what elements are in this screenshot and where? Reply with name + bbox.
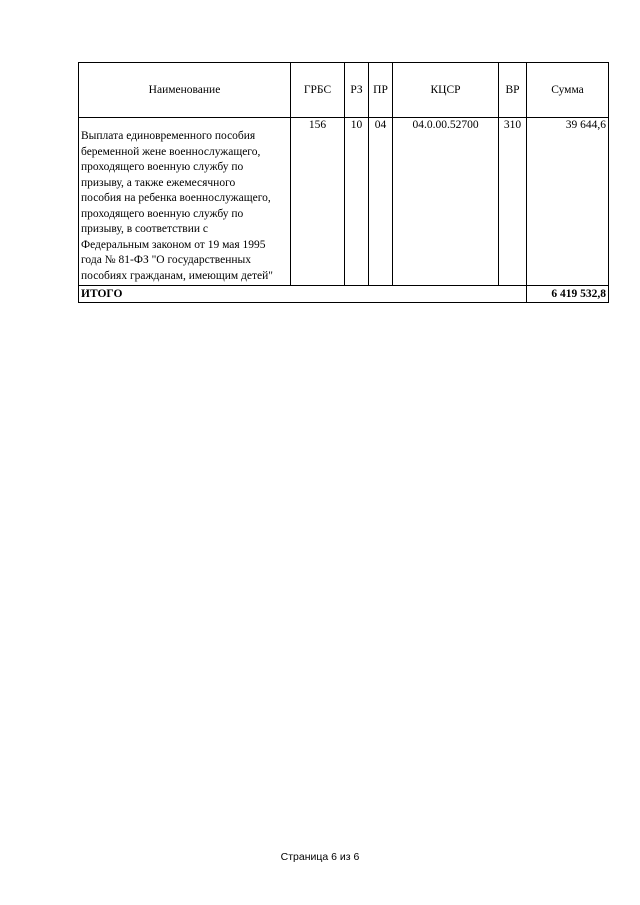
- header-vr: ВР: [499, 63, 527, 118]
- row-name-text: [81, 129, 288, 284]
- row-kcsr-cell: 04.0.00.52700: [393, 118, 499, 286]
- row-name-line: призыву, а также ежемесячного: [81, 176, 236, 189]
- header-grbs: ГРБС: [291, 63, 345, 118]
- row-sum-cell: 39 644,6: [527, 118, 609, 286]
- row-rz-cell: 10: [345, 118, 369, 286]
- total-row: [79, 286, 609, 303]
- header-kcsr: КЦСР: [393, 63, 499, 118]
- header-pr: ПР: [369, 63, 393, 118]
- row-name-cell: [79, 118, 291, 286]
- row-name-line: пособия на ребенка военнослужащего,: [81, 192, 271, 204]
- row-name-line: проходящего военную службу по: [81, 161, 244, 173]
- row-name-line: года № 81-ФЗ "О государственных: [81, 254, 251, 266]
- total-label: ИТОГО: [79, 286, 527, 303]
- row-vr-cell: 310: [499, 118, 527, 286]
- header-rz: РЗ: [345, 63, 369, 118]
- header-sum: Сумма: [527, 63, 609, 118]
- row-name-line: беременной жене военнослужащего,: [81, 145, 261, 158]
- budget-table: [78, 62, 609, 303]
- table-header-row: [79, 63, 609, 118]
- row-name-line: Выплата единовременного пособия: [81, 130, 256, 142]
- header-name: Наименование: [79, 63, 291, 118]
- table-row: [79, 118, 609, 286]
- row-name-line: призыву, в соответствии с: [81, 223, 208, 235]
- row-grbs-cell: 156: [291, 118, 345, 286]
- row-name-line: пособиях гражданам, имеющим детей": [81, 269, 273, 282]
- total-sum: 6 419 532,8: [527, 286, 609, 303]
- row-name-line: проходящего военную службу по: [81, 207, 244, 220]
- page-number-footer: Страница 6 из 6: [280, 851, 360, 863]
- row-name-line: Федеральным законом от 19 мая 1995: [81, 238, 266, 251]
- row-pr-cell: 04: [369, 118, 393, 286]
